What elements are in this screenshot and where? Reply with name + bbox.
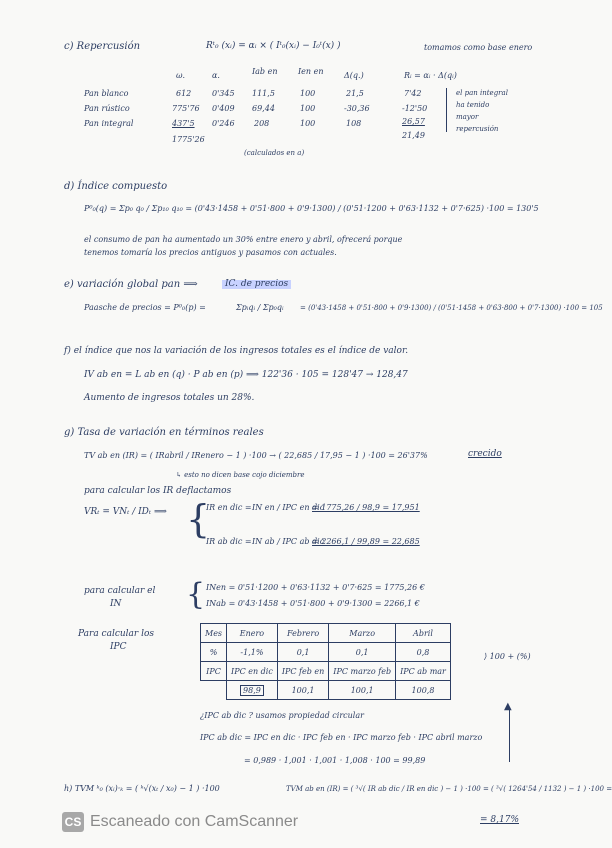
in-en: INen = 0'51·1200 + 0'63·1132 + 0'7·625 = 1775,26 € (206, 583, 425, 592)
row-a: 0'246 (212, 119, 235, 128)
section-e-label: e) variación global pan ⟹ (64, 279, 198, 290)
ir-en-lhs: IR en dic = (206, 503, 252, 512)
table-row (201, 662, 451, 681)
brace: { (186, 497, 211, 541)
in-label: IN (110, 599, 122, 609)
table-side-note: ⟩ 100 + (%) (484, 652, 531, 661)
section-c-label: c) Repercusión (64, 41, 141, 52)
arrow-line (509, 710, 510, 762)
interpretation-line: el consumo de pan ha aumentado un 30% entre enero y abril, ofrecerá porque (84, 235, 403, 244)
ipc-table (200, 623, 451, 700)
row-name: Pan blanco (84, 89, 129, 98)
side-bracket (446, 88, 447, 132)
table-cell: IPC marzo feb (329, 662, 396, 681)
chain-result: = 0,989 · 1,001 · 1,001 · 1,008 · 100 = 99,89 (244, 756, 426, 765)
paasche-left: Paasche de precios = P⁰₀(p) = (84, 303, 206, 312)
boxed-value: 98,9 (240, 685, 264, 696)
vr-formula: VRₜ = VNₜ / IDₜ ⟹ (84, 507, 167, 517)
in-label: para calcular el (84, 586, 156, 596)
row-delta: -30,36 (344, 104, 370, 113)
table-cell: 100,1 (277, 681, 328, 700)
ic-precios-highlight: IC. de precios (222, 280, 291, 289)
sum-w: 1775'26 (172, 135, 205, 144)
table-cell (201, 681, 227, 700)
tvm-result: = 8,17% (480, 815, 519, 825)
row-a: 0'345 (212, 89, 235, 98)
brace: { (186, 577, 206, 612)
row-a: 0'409 (212, 104, 235, 113)
ipc-label: Para calcular los (78, 629, 154, 639)
ir-ab-lhs: IR ab dic = (206, 537, 252, 546)
row-name: Pan integral (84, 119, 134, 128)
paasche-fraction: Σpᵢqᵢ / Σp₀qᵢ (236, 303, 284, 312)
row-w: 612 (176, 89, 192, 98)
interpretation-line: tenemos tomaría los precios antiguos y pasamos con actuales. (84, 248, 337, 257)
row-ien: 100 (300, 89, 316, 98)
side-note: ha tenido (456, 101, 490, 109)
row-iab: 208 (254, 119, 270, 128)
tvm-ir-formula: TVM ab en (IR) = ( ³√( IR ab dic / IR en dic ) − 1 ) ·100 = ( ³√( 1264'54 / 1132 ) − 1 ) ·100 = (286, 785, 612, 793)
table-row (201, 643, 451, 662)
chain-formula: IPC ab dic = IPC en dic · IPC feb en · IPC marzo feb · IPC abril marzo (200, 733, 483, 742)
repercussion-formula: Rᵗ₀ (xᵢ) = αᵢ × ( Iᵗ₀(xᵢ) − I₀ᵗ(x) ) (206, 41, 341, 51)
paasche-right: = (0'43·1458 + 0'51·800 + 0'9·1300) / (0'51·1458 + 0'63·800 + 0'7·1300) ·100 = 105 (300, 304, 603, 312)
table-row (201, 681, 451, 700)
table-cell: 0,1 (329, 643, 396, 662)
col-ien: Ien en (298, 67, 324, 76)
table-cell: IPC (201, 662, 227, 681)
table-cell: 100,8 (396, 681, 451, 700)
side-note: mayor (456, 113, 479, 121)
row-ien: 100 (300, 104, 316, 113)
row-iab: 111,5 (252, 89, 275, 98)
table-cell: IPC ab mar (396, 662, 451, 681)
table-row (201, 624, 451, 643)
camscanner-logo: CS (62, 812, 84, 832)
ipc-label: IPC (110, 642, 127, 652)
row-delta: 108 (346, 119, 362, 128)
camscanner-text: Escaneado con CamScanner (90, 813, 299, 831)
row-r: -12'50 (402, 104, 428, 113)
ir-en-rhs: = 1775,26 / 98,9 = 17,951 (312, 503, 420, 512)
ir-en-frac: IN en / IPC en dic (252, 503, 325, 512)
arrow-up-icon: ▲ (504, 701, 512, 712)
ir-ab-rhs: = 2266,1 / 99,89 = 22,685 (312, 537, 420, 546)
section-g-label: g) Tasa de variación en términos reales (64, 427, 264, 438)
row-delta: 21,5 (346, 89, 364, 98)
row-name: Pan rústico (84, 104, 130, 113)
table-cell: Enero (227, 624, 278, 643)
table-cell (227, 681, 278, 700)
tvm-formula: h) TVM ᵏ₀ (xᵢ)·ₖ = ( ᵏ√(xₜ / x₀) − 1 ) ·100 (64, 784, 220, 793)
row-r: 26,57 (402, 117, 425, 126)
table-cell: Mes (201, 624, 227, 643)
deflact-text: para calcular los IR deflactamos (84, 486, 232, 496)
col-delta: Δ(q.) (344, 71, 364, 80)
row-w: 775'76 (172, 104, 200, 113)
iv-formula: IV ab en = L ab en (q) · P ab en (p) ⟹ 122'36 · 105 = 128'47 → 128,47 (84, 370, 408, 380)
in-ab: INab = 0'43·1458 + 0'51·800 + 0'9·1300 = 2266,1 € (206, 599, 420, 608)
calc-note: (calculados en a) (244, 149, 305, 157)
section-f-text: f) el índice que nos la variación de los ingresos totales es el índice de valor. (64, 346, 409, 356)
table-cell: 0,8 (396, 643, 451, 662)
ir-ab-frac: IN ab / IPC ab dic (252, 537, 325, 546)
col-r: Rᵢ = αᵢ · Δ(qᵢ) (404, 71, 457, 80)
table-cell: IPC en dic (227, 662, 278, 681)
row-ien: 100 (300, 119, 316, 128)
circular-question: ¿IPC ab dic ? usamos propiedad circular (200, 711, 364, 720)
base-note: tomamos como base enero (424, 43, 533, 52)
section-d-label: d) Índice compuesto (64, 181, 168, 192)
table-cell: % (201, 643, 227, 662)
side-note: repercusión (456, 125, 499, 133)
table-cell: 0,1 (277, 643, 328, 662)
row-w: 437'5 (172, 119, 195, 128)
side-note: el pan integral (456, 89, 508, 97)
tv-note: crecido (468, 449, 502, 459)
r-total: 21,49 (402, 131, 425, 140)
tv-formula: TV ab en (IR) = ( IRabril / IRenero − 1 ) ·100 → ( 22,685 / 17,95 − 1 ) ·100 = 26'37% (84, 451, 428, 460)
row-r: 7'42 (404, 89, 422, 98)
camscanner-watermark (62, 812, 298, 832)
col-w: ω. (176, 71, 186, 80)
table-cell: Abril (396, 624, 451, 643)
table-cell: IPC feb en (277, 662, 328, 681)
table-cell: 100,1 (329, 681, 396, 700)
col-iab: Iab en (252, 67, 278, 76)
row-iab: 69,44 (252, 104, 275, 113)
table-cell: Febrero (277, 624, 328, 643)
col-a: α. (212, 71, 220, 80)
base-remark: ↳ esto no dicen base cojo diciembre (176, 471, 305, 479)
iv-note: Aumento de ingresos totales un 28%. (84, 393, 255, 403)
table-cell: Marzo (329, 624, 396, 643)
composite-formula: P⁰₀(q) = Σp₀ q₀ / Σp₁₀ q₁₀ = (0'43·1458 + 0'51·800 + 0'9·1300) / (0'51·1200 + 0'63·1132 + 0'7·625) ·100 = 130'5 (84, 204, 539, 213)
table-cell: -1,1% (227, 643, 278, 662)
